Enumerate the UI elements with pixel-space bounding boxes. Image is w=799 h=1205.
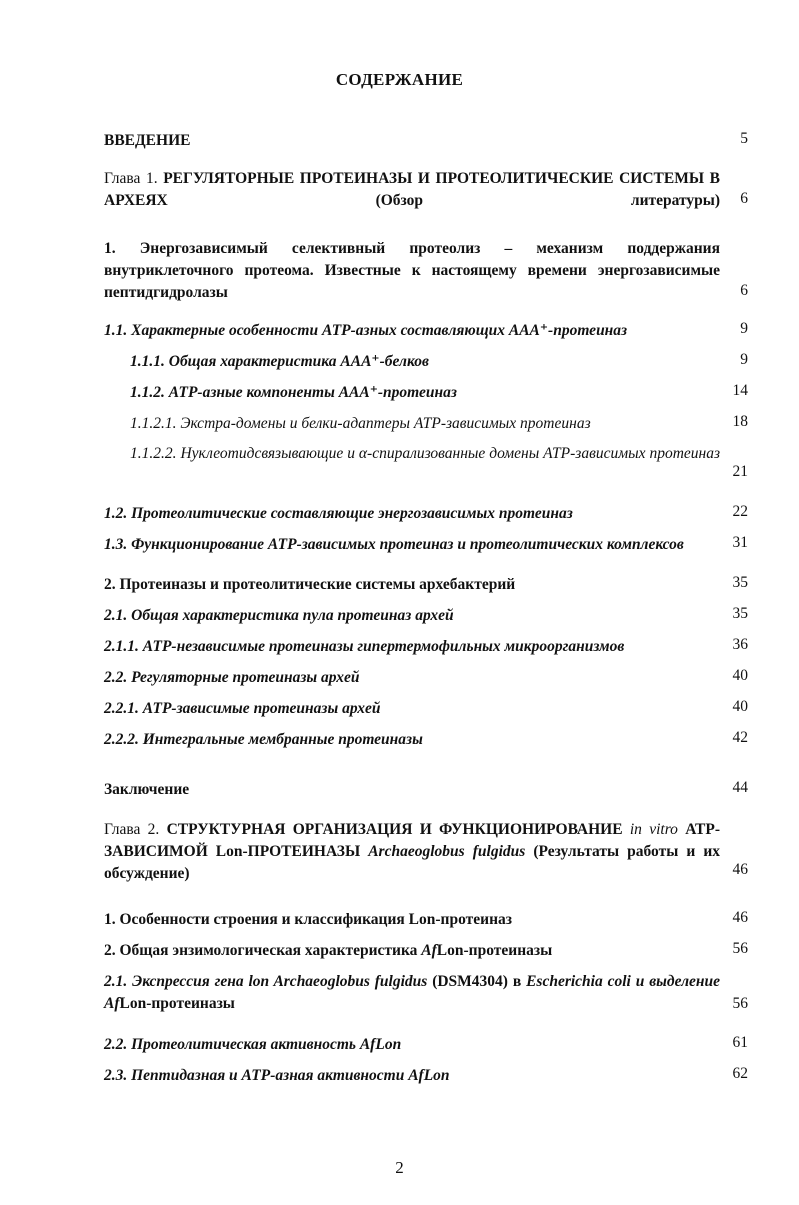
toc-entry-page: 5 (740, 130, 748, 147)
toc-entry-prefix: Глава 2. (104, 821, 167, 838)
toc-entry-page: 61 (732, 1034, 748, 1051)
toc-entry-page: 18 (732, 413, 748, 430)
toc-entry-title (104, 971, 720, 1015)
toc-entry-page: 6 (740, 282, 748, 299)
toc-entry-page: 6 (740, 190, 748, 207)
toc-entry-mid-2: и выделение (630, 973, 721, 990)
toc-entry-prefix: 2.1. Экспрессия гена (104, 973, 249, 990)
toc-entry-title: 1.1.2. АТР-азные компоненты ААА⁺-протеиназ (130, 384, 457, 401)
toc-entry-page: 40 (732, 667, 748, 684)
toc-entry-page: 56 (732, 940, 748, 957)
toc-entry-title: 2.1. Общая характеристика пула протеиназ архей (104, 607, 454, 624)
toc-entry-page: 31 (732, 534, 748, 551)
toc-entry-title: 2.2. Протеолитическая активность AfLon (104, 1036, 402, 1053)
toc-entry-mid: (DSM4304) в (427, 973, 527, 990)
toc-entry-title: 2. Протеиназы и протеолитические системы архебактерий (104, 576, 516, 593)
toc-entry-page: 44 (732, 779, 748, 796)
toc-entry-italic-2: Escherichia coli (526, 973, 631, 990)
toc-entry-italic: in vitro (622, 821, 686, 838)
toc-entry-suffix: Lon-протеиназы (436, 942, 553, 959)
toc-entry-title (104, 168, 720, 212)
toc-entry-title: 2.2. Регуляторные протеиназы архей (104, 669, 360, 686)
toc-entry-suffix: (Обзор литературы) (167, 192, 720, 209)
toc-entry-title: 2.2.1. АТР-зависимые протеиназы архей (104, 700, 381, 717)
toc-entry-prefix: 2. Общая энзимологическая характеристика (104, 942, 422, 959)
toc-entry-page: 35 (732, 574, 748, 591)
page-number: 2 (395, 1158, 404, 1177)
toc-entry-suffix: Lon-протеиназы (119, 995, 235, 1012)
toc-entry-title: 1.1.1. Общая характеристика ААА⁺-белков (130, 353, 429, 370)
toc-entry-page: 42 (732, 729, 748, 746)
toc-entry-page: 9 (740, 320, 748, 337)
toc-entry-title: 2.2.2. Интегральные мембранные протеиназы (104, 731, 423, 748)
toc-entry-title: 1.1.2.2. Нуклеотидсвязывающие и α-спирализованные домены АТР-зависимых протеиназ (130, 445, 720, 462)
toc-entry-main: РЕГУЛЯТОРНЫЕ ПРОТЕИНАЗЫ И ПРОТЕОЛИТИЧЕСКИЕ СИСТЕМЫ В АРХЕЯХ (104, 170, 720, 209)
toc-entry-title: 1.3. Функционирование АТР-зависимых протеиназ и протеолитических комплексов (104, 536, 684, 553)
toc-entry-page: 46 (732, 909, 748, 926)
toc-entry-species: Archaeoglobus fulgidus (360, 843, 526, 860)
toc-entry-title: 1.1.2.1. Экстра-домены и белки-адаптеры АТР-зависимых протеиназ (130, 415, 591, 432)
toc-entry-page: 36 (732, 636, 748, 653)
toc-entry-page: 40 (732, 698, 748, 715)
toc-entry-page: 56 (732, 995, 748, 1012)
toc-entry-title: 2.3. Пептидазная и АТР-азная активности AfLon (104, 1067, 450, 1084)
toc-entry-italic-3: Af (104, 995, 120, 1012)
toc-entry-suffix: (Результаты работы и их обсуждение) (104, 843, 720, 882)
toc-entry-prefix: Глава 1. (104, 170, 164, 187)
toc-entry-title: 1. Энергозависимый селективный протеолиз – механизм поддержания внутриклеточного протеома. Известные к настоящему времени энергозависимые пептидгидролазы (104, 240, 720, 301)
toc-entry-title: 1.1. Характерные особенности АТР-азных составляющих ААА⁺-протеиназ (104, 322, 628, 339)
toc-entry-page: 14 (732, 382, 748, 399)
toc-entry-page: 35 (732, 605, 748, 622)
toc-entry-title: 2.1.1. АТР-независимые протеиназы гипертермофильных микроорганизмов (104, 638, 625, 655)
toc-entry-page: 21 (732, 463, 748, 480)
toc-entry-title: ВВЕДЕНИЕ (104, 132, 191, 149)
toc-entry-title: Заключение (104, 781, 190, 798)
page-title: СОДЕРЖАНИЕ (335, 70, 464, 89)
toc-entry-page: 62 (732, 1065, 748, 1082)
toc-entry-main-2: АТР-ЗАВИСИМОЙ Lon-ПРОТЕИНАЗЫ (104, 821, 721, 860)
toc-entry-page: 9 (740, 351, 748, 368)
toc-entry-page: 46 (732, 861, 748, 878)
toc-entry-italic-1: lon Archaeoglobus fulgidus (248, 973, 428, 990)
toc-entry-main: СТРУКТУРНАЯ ОРГАНИЗАЦИЯ И ФУНКЦИОНИРОВАНИЕ (166, 821, 623, 838)
toc-entry-title: 1. Особенности строения и классификация Lon-протеиназ (104, 911, 512, 928)
toc-entry-page: 22 (732, 503, 748, 520)
toc-entry-title (104, 819, 720, 885)
toc-entry-title: 1.2. Протеолитические составляющие энергозависимых протеиназ (104, 505, 573, 522)
toc-entry-title (104, 940, 720, 962)
toc-entry-italic: Af (421, 942, 437, 959)
